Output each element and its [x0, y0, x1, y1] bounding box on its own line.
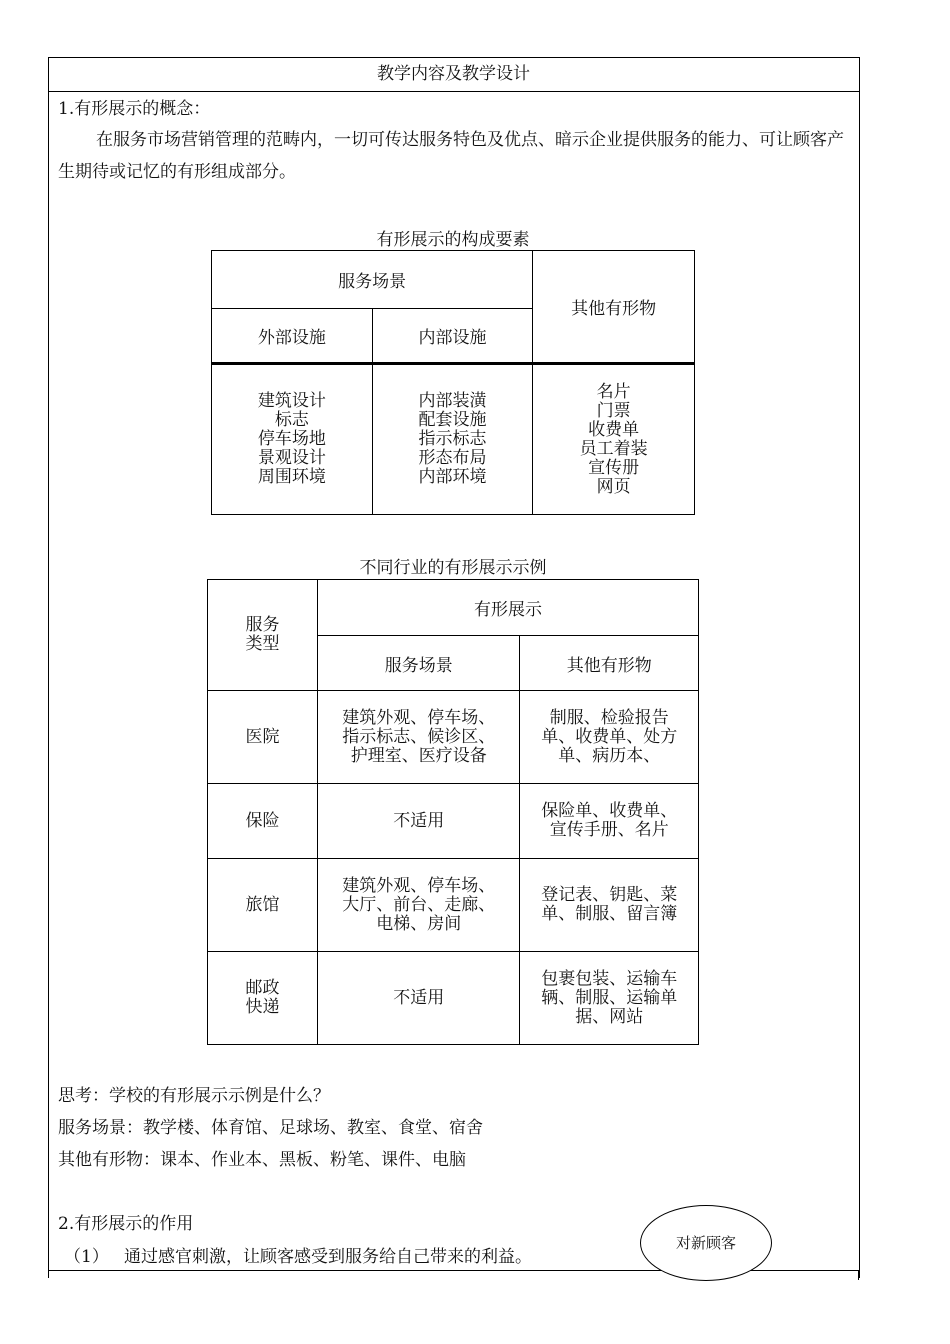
frame-right-extension [858, 1270, 859, 1280]
table1-external-cell [212, 364, 373, 515]
list-item: 周围环境 [257, 467, 326, 487]
table2-service-cell [318, 691, 520, 784]
cell-line: 单、制服、留言簿 [541, 904, 678, 924]
cell-line: 护理室、医疗设备 [350, 745, 487, 766]
table2-service-cell [318, 952, 520, 1045]
cell-line: 医院 [245, 726, 280, 747]
callout-oval: 对新顾客 [640, 1205, 772, 1281]
think-other-answer: 其他有形物：课本、作业本、黑板、粉笔、课件、电脑 [58, 1150, 466, 1170]
list-item: 停车场地 [257, 429, 326, 449]
table2-header-type-line: 类型 [245, 634, 280, 654]
cell-line: 大厅、前台、走廊、 [342, 894, 496, 915]
cell-line: 保险单、收费单、 [541, 801, 678, 821]
cell-line: 旅馆 [245, 894, 280, 915]
table2-other-cell [520, 859, 699, 952]
table2-header-service: 服务场景 [318, 636, 520, 691]
cell-line: 单、病历本、 [558, 745, 661, 766]
table1-other-cell [533, 364, 695, 515]
table1-header-other: 其他有形物 [533, 251, 695, 364]
table-row [208, 859, 699, 952]
cell-line: 据、网站 [575, 1006, 644, 1027]
list-item: 收费单 [588, 419, 640, 440]
table2-other-cell [520, 784, 699, 859]
list-item: 建筑设计 [257, 391, 326, 411]
section1-heading: 1.有形展示的概念： [58, 99, 211, 119]
composition-table [211, 250, 695, 515]
table2-header-type-line: 服务 [245, 615, 280, 635]
table2-header-type [208, 580, 318, 691]
list-item: 景观设计 [257, 448, 326, 468]
think-question: 思考：学校的有形展示示例是什么？ [58, 1086, 330, 1106]
table1-caption: 有形展示的构成要素 [376, 230, 530, 250]
industry-examples-table [207, 579, 699, 1045]
cell-line: 保险 [245, 810, 280, 831]
table2-caption: 不同行业的有形展示示例 [359, 558, 547, 578]
section2-heading: 2.有形展示的作用 [58, 1214, 194, 1234]
page-title: 教学内容及教学设计 [48, 57, 859, 92]
table2-type-cell [208, 691, 318, 784]
cell-line: 单、收费单、处方 [541, 726, 678, 747]
table-row [208, 952, 699, 1045]
cell-line: 邮政 [245, 978, 280, 998]
list-item: 门票 [596, 400, 631, 421]
cell-line: 登记表、钥匙、菜 [541, 885, 678, 905]
table2-other-cell [520, 952, 699, 1045]
table2-header-display: 有形展示 [318, 580, 699, 636]
list-item: 指示标志 [418, 429, 487, 449]
table1-header-external: 外部设施 [212, 309, 373, 364]
list-item: 内部环境 [418, 467, 487, 487]
table2-service-cell [318, 784, 520, 859]
table2-type-cell [208, 859, 318, 952]
table-row [208, 784, 699, 859]
cell-line: 建筑外观、停车场、 [342, 707, 496, 728]
table2-other-cell [520, 691, 699, 784]
cell-line: 制服、检验报告 [549, 707, 669, 728]
table1-header-service: 服务场景 [212, 251, 533, 309]
list-item: 员工着装 [579, 438, 648, 459]
cell-line: 宣传手册、名片 [549, 820, 669, 840]
cell-line: 指示标志、候诊区、 [342, 726, 496, 747]
section2-item1-text: 通过感官刺激，让顾客感受到服务给自己带来的利益。 [124, 1247, 532, 1267]
cell-line: 建筑外观、停车场、 [342, 875, 496, 896]
cell-line: 快递 [245, 997, 280, 1017]
table2-type-cell [208, 952, 318, 1045]
cell-line: 不适用 [393, 810, 445, 831]
table2-service-cell [318, 859, 520, 952]
list-item: 名片 [596, 381, 631, 402]
list-item: 宣传册 [588, 457, 640, 478]
cell-line: 辆、制服、运输单 [541, 987, 678, 1008]
table-row [208, 691, 699, 784]
table1-header-internal: 内部设施 [372, 309, 533, 364]
list-item: 内部装潢 [418, 391, 487, 411]
list-item: 形态布局 [418, 448, 487, 468]
list-item: 标志 [274, 410, 309, 430]
table2-header-other: 其他有形物 [520, 636, 699, 691]
think-service-answer: 服务场景：教学楼、体育馆、足球场、教室、食堂、宿舍 [58, 1118, 483, 1138]
cell-line: 不适用 [393, 987, 445, 1008]
list-item: 网页 [596, 476, 631, 497]
section1-paragraph: 在服务市场营销管理的范畴内，一切可传达服务特色及优点、暗示企业提供服务的能力、可让顾客产生期待或记忆的有形组成部分。 [58, 130, 844, 182]
section2-item1-number: （1） [64, 1247, 109, 1267]
table2-type-cell [208, 784, 318, 859]
list-item: 配套设施 [418, 410, 487, 430]
cell-line: 包裹包装、运输车 [541, 968, 678, 989]
cell-line: 电梯、房间 [376, 913, 462, 934]
table1-internal-cell [372, 364, 533, 515]
